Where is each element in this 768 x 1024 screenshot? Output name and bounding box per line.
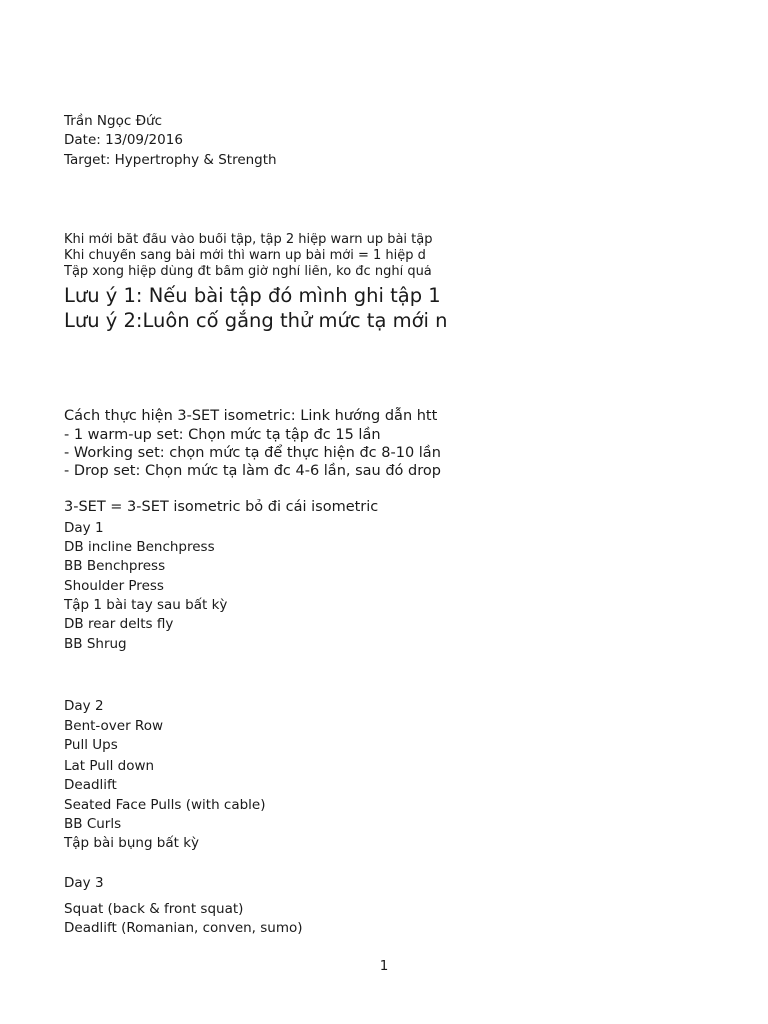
note-line-3-text: Tập xong hiệp dùng đt bấm giờ nghỉ liền, ko đc nghỉ quá (64, 265, 432, 279)
method-item-drop-text: - Drop set: Chọn mức tạ làm đc 4-6 lần, sau đó drop (64, 463, 441, 479)
method-title-text: Cách thực hiện 3-SET isometric: Link hướng dẫn htt (64, 408, 438, 424)
warning-2 (64, 308, 450, 334)
day-2-exercise: Tập bài bụng bất kỳ (64, 835, 200, 851)
day-2-title: Day 2 (64, 698, 104, 714)
day-1-title: Day 1 (64, 520, 104, 536)
method-item-working (64, 444, 450, 462)
day-2-exercise: Seated Face Pulls (with cable) (64, 797, 266, 813)
day-2-exercise: Pull Ups (64, 737, 118, 753)
note-line-1 (64, 233, 450, 247)
day-1-exercise: Tập 1 bài tay sau bất kỳ (64, 597, 228, 613)
day-3-exercise: Deadlift (Romanian, conven, sumo) (64, 920, 303, 936)
warning-1-text: Lưu ý 1: Nếu bài tập đó mình ghi tập 1 (64, 284, 441, 307)
document-date: Date: 13/09/2016 (64, 132, 183, 148)
day-3-exercise: Squat (back & front squat) (64, 901, 244, 917)
method-item-warmup-text: - 1 warm-up set: Chọn mức tạ tập đc 15 lần (64, 427, 381, 443)
day-1-exercise: Shoulder Press (64, 578, 164, 594)
note-line-2-text: Khi chuyển sang bài mới thì warn up bài mới = 1 hiệp d (64, 249, 426, 263)
method-item-drop (64, 462, 450, 480)
method-item-working-text: - Working set: chọn mức tạ để thực hiện đc 8-10 lần (64, 445, 441, 461)
day-3-title: Day 3 (64, 875, 104, 891)
day-1-exercise: DB incline Benchpress (64, 539, 215, 555)
page-number: 1 (379, 958, 389, 974)
document-target: Target: Hypertrophy & Strength (64, 152, 277, 168)
note-line-1-text: Khi mới bắt đầu vào buổi tập, tập 2 hiệp warn up bài tập (64, 233, 433, 247)
day-2-exercise: BB Curls (64, 816, 122, 832)
method-item-warmup (64, 426, 450, 444)
method-title (64, 407, 450, 425)
warning-1 (64, 283, 450, 309)
day-1-exercise: BB Shrug (64, 636, 127, 652)
day-2-exercise: Lat Pull down (64, 758, 155, 774)
day-2-exercise: Bent-over Row (64, 718, 164, 734)
warning-2-text: Lưu ý 2:Luôn cố gắng thử mức tạ mới n (64, 309, 448, 332)
author-name: Trần Ngọc Đức (64, 113, 163, 129)
day-1-exercise: DB rear delts fly (64, 616, 174, 632)
note-line-2 (64, 249, 450, 263)
day-2-exercise: Deadlift (64, 777, 117, 793)
note-line-3 (64, 265, 450, 279)
day-1-exercise: BB Benchpress (64, 558, 166, 574)
method-definition: 3-SET = 3-SET isometric bỏ đi cái isometric (64, 499, 379, 515)
